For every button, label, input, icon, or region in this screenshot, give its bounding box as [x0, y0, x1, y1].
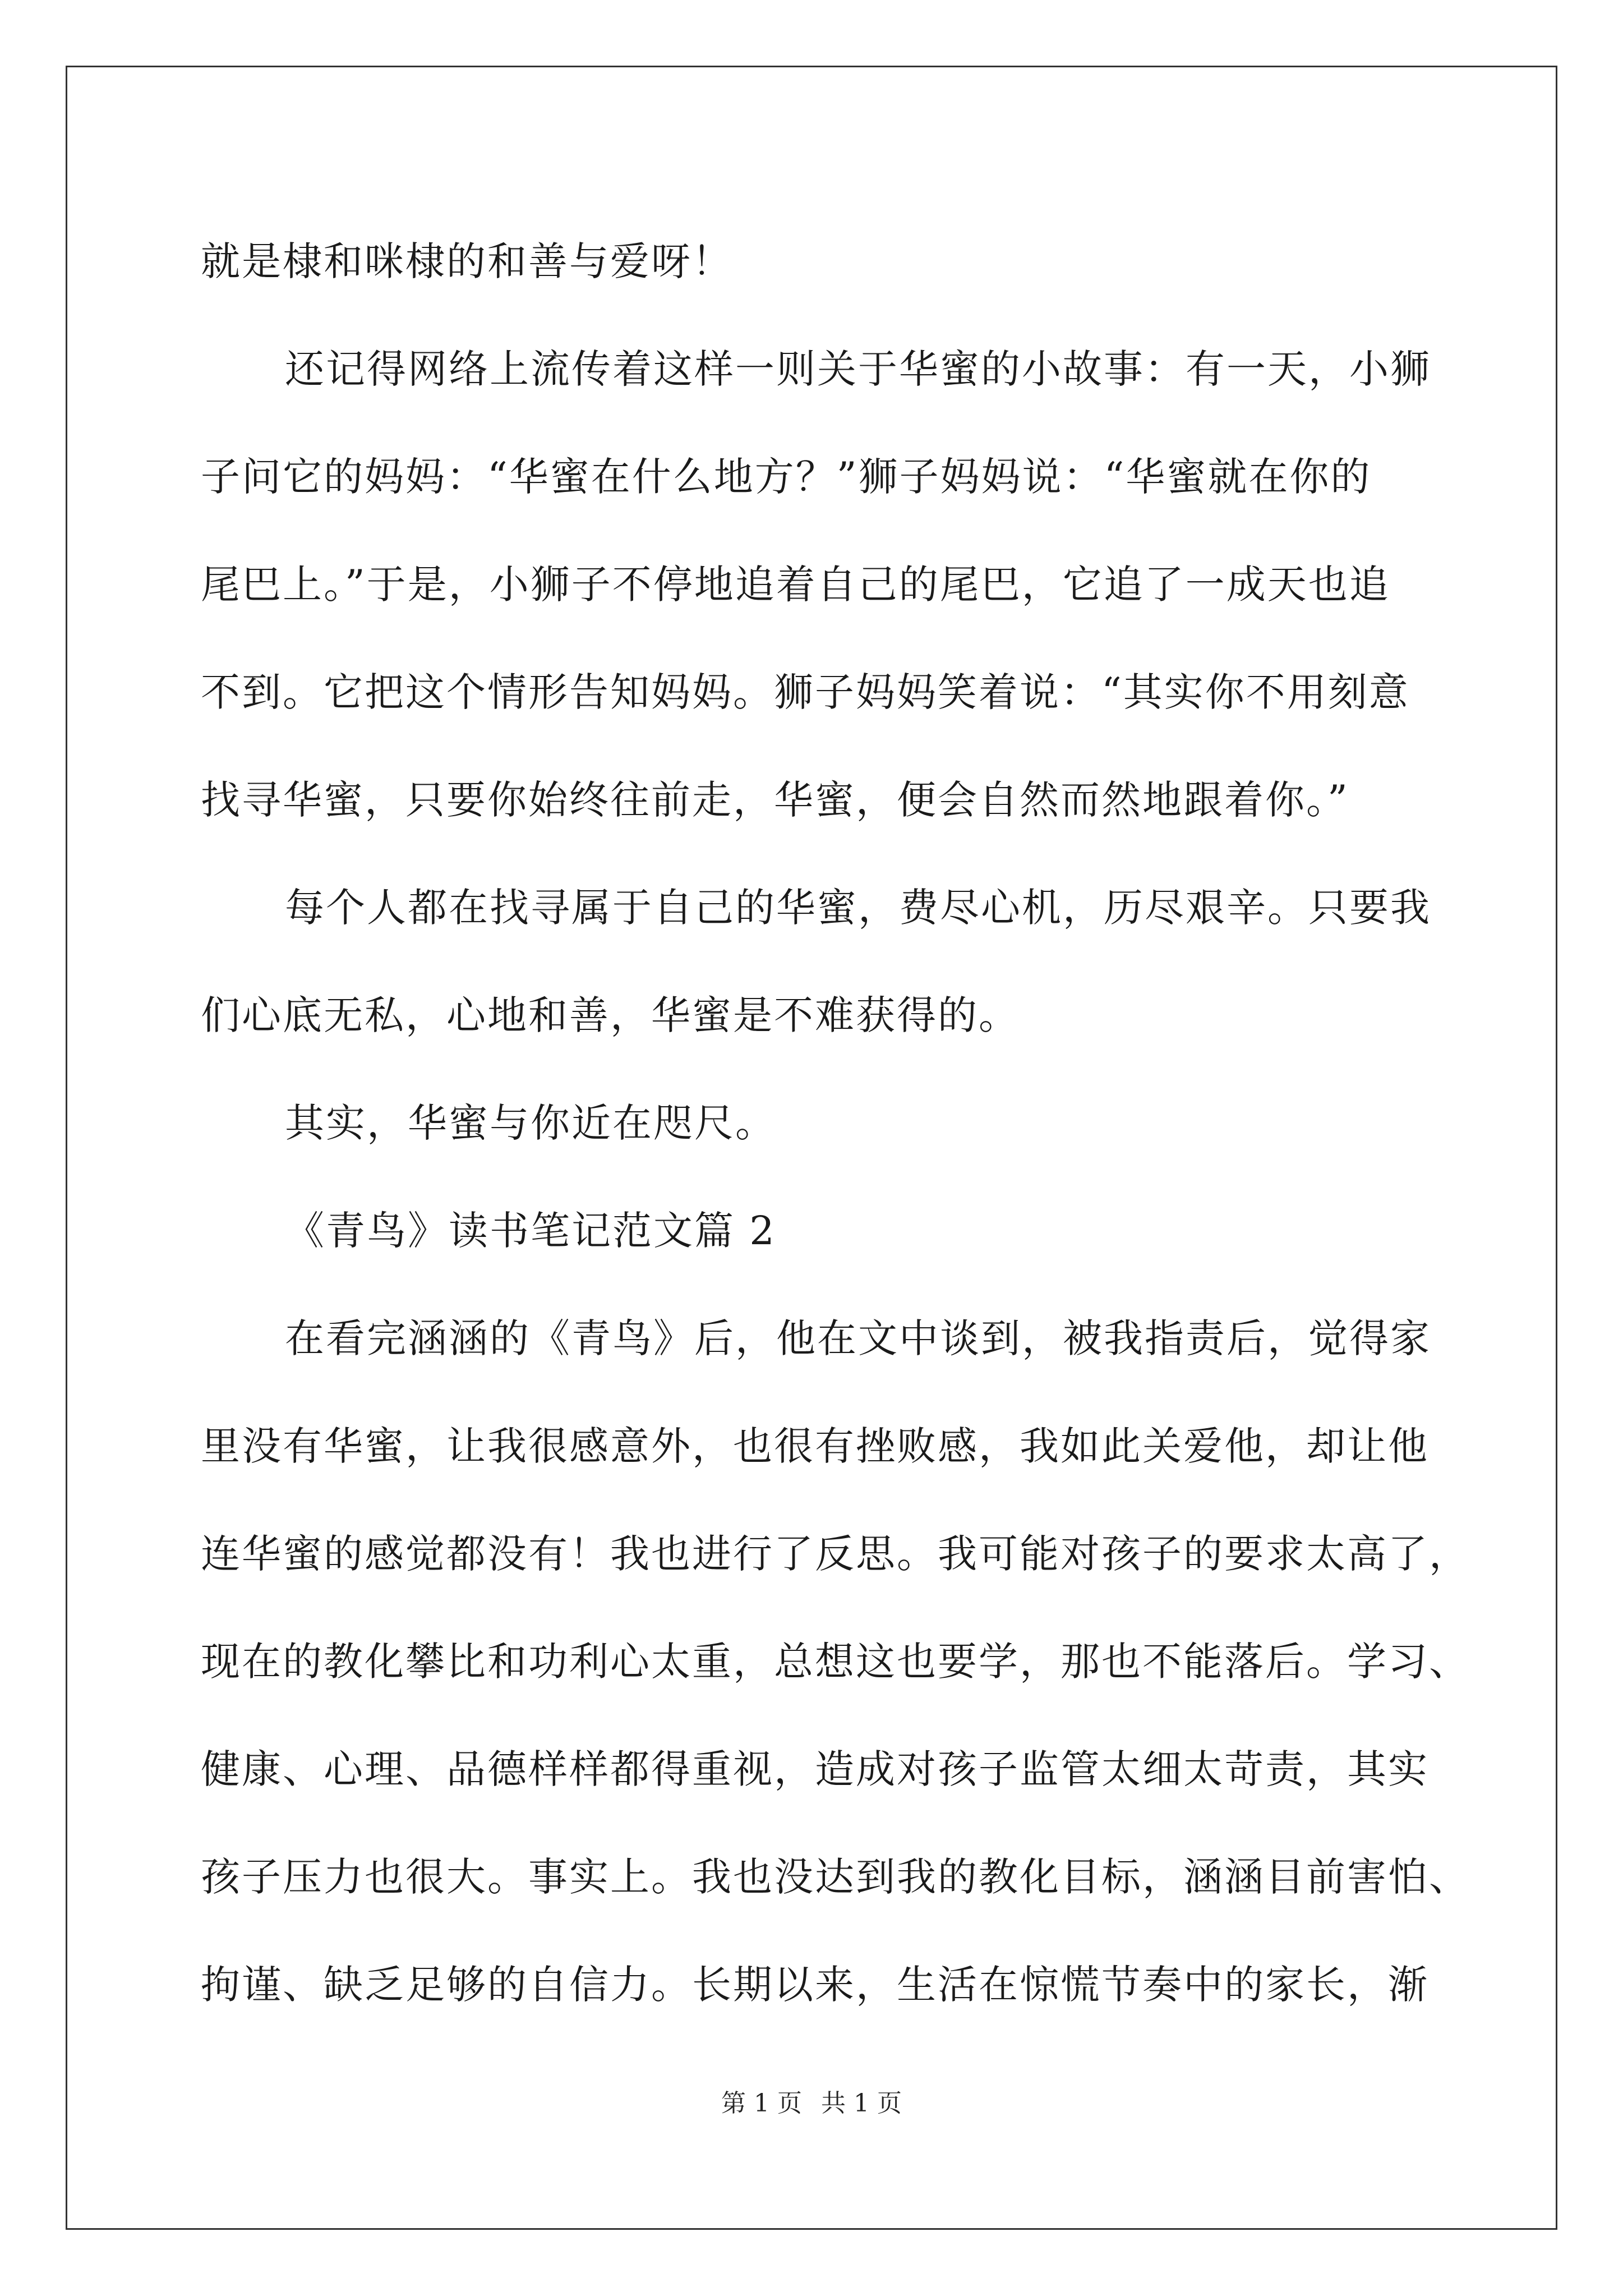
page-number: 第 1 页 — [721, 2089, 802, 2118]
document-body — [201, 208, 1470, 2039]
text-line: 拘谨、缺乏足够的自信力。长期以来，生活在惊慌节奏中的家长，渐 — [201, 1962, 1429, 2008]
page-footer — [0, 2087, 1623, 2120]
text-line: 孩子压力也很大。事实上。我也没达到我的教化目标，涵涵目前害怕、 — [201, 1854, 1470, 1900]
text-line: 就是棣和咪棣的和善与爱呀！ — [201, 238, 733, 284]
text-line: 们心底无私，心地和善，华蜜是不难获得的。 — [201, 992, 1020, 1038]
text-line: 里没有华蜜，让我很感意外，也很有挫败感，我如此关爱他，却让他 — [201, 1423, 1429, 1469]
page-total: 共 1 页 — [821, 2089, 902, 2118]
text-line: 现在的教化攀比和功利心太重，总想这也要学，那也不能落后。学习、 — [201, 1639, 1470, 1685]
text-line: 尾巴上。”于是，小狮子不停地追着自己的尾巴，它追了一成天也追 — [201, 562, 1390, 608]
text-line: 找寻华蜜，只要你始终往前走，华蜜，便会自然而然地跟着你。” — [201, 777, 1349, 823]
text-line: 健康、心理、品德样样都得重视，造成对孩子监管太细太苛责，其实 — [201, 1746, 1429, 1792]
section-heading: 《青鸟》读书笔记范文篇 2 — [285, 1208, 776, 1254]
text-line: 在看完涵涵的《青鸟》后，他在文中谈到，被我指责后，觉得家 — [285, 1315, 1431, 1361]
text-line: 每个人都在找寻属于自己的华蜜，费尽心机，历尽艰辛。只要我 — [285, 885, 1431, 931]
text-line: 不到。它把这个情形告知妈妈。狮子妈妈笑着说：“其实你不用刻意 — [201, 669, 1410, 715]
text-line: 其实，华蜜与你近在咫尺。 — [285, 1100, 776, 1146]
text-line: 子问它的妈妈：“华蜜在什么地方？”狮子妈妈说：“华蜜就在你的 — [201, 454, 1372, 500]
text-line: 连华蜜的感觉都没有！我也进行了反思。我可能对孩子的要求太高了， — [201, 1531, 1470, 1577]
text-line: 还记得网络上流传着这样一则关于华蜜的小故事：有一天，小狮 — [285, 346, 1431, 392]
